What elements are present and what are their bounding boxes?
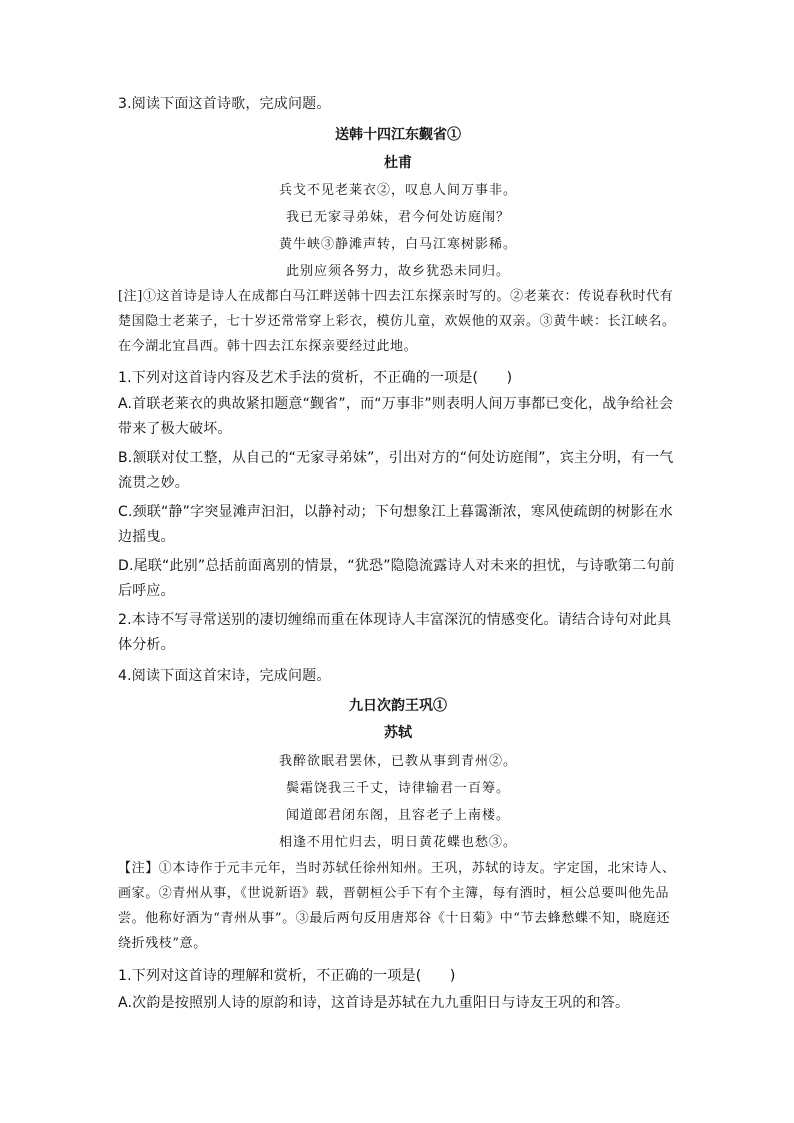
q3-option-d: D.尾联“此别”总括前面离别的情景，“犹恐”隐隐流露诗人对未来的担忧，与诗歌第二句前后呼应。 [118, 558, 675, 599]
q4-option-a: A.次韵是按照别人诗的原韵和诗，这首诗是苏轼在九九重阳日与诗友王巩的和答。 [118, 995, 630, 1011]
q3-poem-author: 杜甫 [384, 155, 412, 171]
q4-poem-line-2: 鬓霜饶我三千丈，诗律输君一百筹。 [285, 781, 510, 796]
q4-annotation: 【注】①本诗作于元丰元年，当时苏轼任徐州知州。王巩，苏轼的诗友。字定国，北宋诗人、画家。②青州从事，《世说新语》载，晋朝桓公手下有个主簿，每有酒时，桓公总要叫他先品尝。他称好酒为“青州从事”。③最后两句反用唐郑谷《十日菊》中“节去蜂愁蝶不知，晓庭还绕折残枝”意。 [118, 861, 676, 951]
q4-poem-title: 九日次韵王巩① [349, 698, 447, 714]
q4-poem-line-1: 我醉欲眠君罢休，已教从事到青州②。 [278, 754, 517, 769]
q4-poem-line-4: 相逢不用忙归去，明日黄花蝶也愁③。 [278, 835, 517, 850]
q3-poem-line-3: 黄牛峡③静滩声转，白马江寒树影稀。 [278, 237, 517, 252]
q3-sub-question-2: 2.本诗不写寻常送别的凄切缠绵而重在体现诗人丰富深沉的情感变化。请结合诗句对此具体分析。 [118, 612, 672, 653]
q4-sub-question-1: 1.下列对这首诗的理解和赏析，不正确的一项是( ) [118, 968, 456, 984]
q3-annotation: [注]①这首诗是诗人在成都白马江畔送韩十四去江东探亲时写的。②老莱衣：传说春秋时代有楚国隐士老莱子，七十岁还常常穿上彩衣，模仿儿童，欢娱他的双亲。③黄牛峡：长江峡名。在今湖北宜昌西。韩十四去江东探亲要经过此地。 [118, 289, 676, 354]
q3-option-a: A.首联老莱衣的典故紧扣题意“觐省”，而“万事非”则表明人间万事都已变化，战争给社会带来了极大破坏。 [118, 396, 674, 437]
q3-poem-line-4: 此别应须各努力，故乡犹恐未同归。 [285, 264, 510, 279]
q3-heading: 3.阅读下面这首诗歌，完成问题。 [118, 96, 331, 112]
q3-sub-question-1: 1.下列对这首诗内容及艺术手法的赏析，不正确的一项是( ) [118, 370, 513, 386]
q3-option-c: C.颈联“静”字突显滩声汩汩，以静衬动；下句想象江上暮霭渐浓，寒风使疏朗的树影在水边摇曳。 [118, 504, 673, 545]
q4-heading: 4.阅读下面这首宋诗，完成问题。 [118, 668, 331, 684]
q4-poem-author: 苏轼 [384, 725, 412, 741]
q3-option-b: B.颔联对仗工整，从自己的“无家寻弟妹”，引出对方的“何处访庭闱”，宾主分明，有一气流贯之妙。 [118, 450, 674, 491]
q4-poem-line-3: 闻道郎君闭东阁，且容老子上南楼。 [285, 808, 510, 823]
q3-poem-line-1: 兵戈不见老莱衣②，叹息人间万事非。 [278, 183, 517, 198]
q3-poem-title: 送韩十四江东觐省① [335, 127, 461, 143]
q3-poem-line-2: 我已无家寻弟妹，君今何处访庭闱？ [285, 210, 510, 225]
